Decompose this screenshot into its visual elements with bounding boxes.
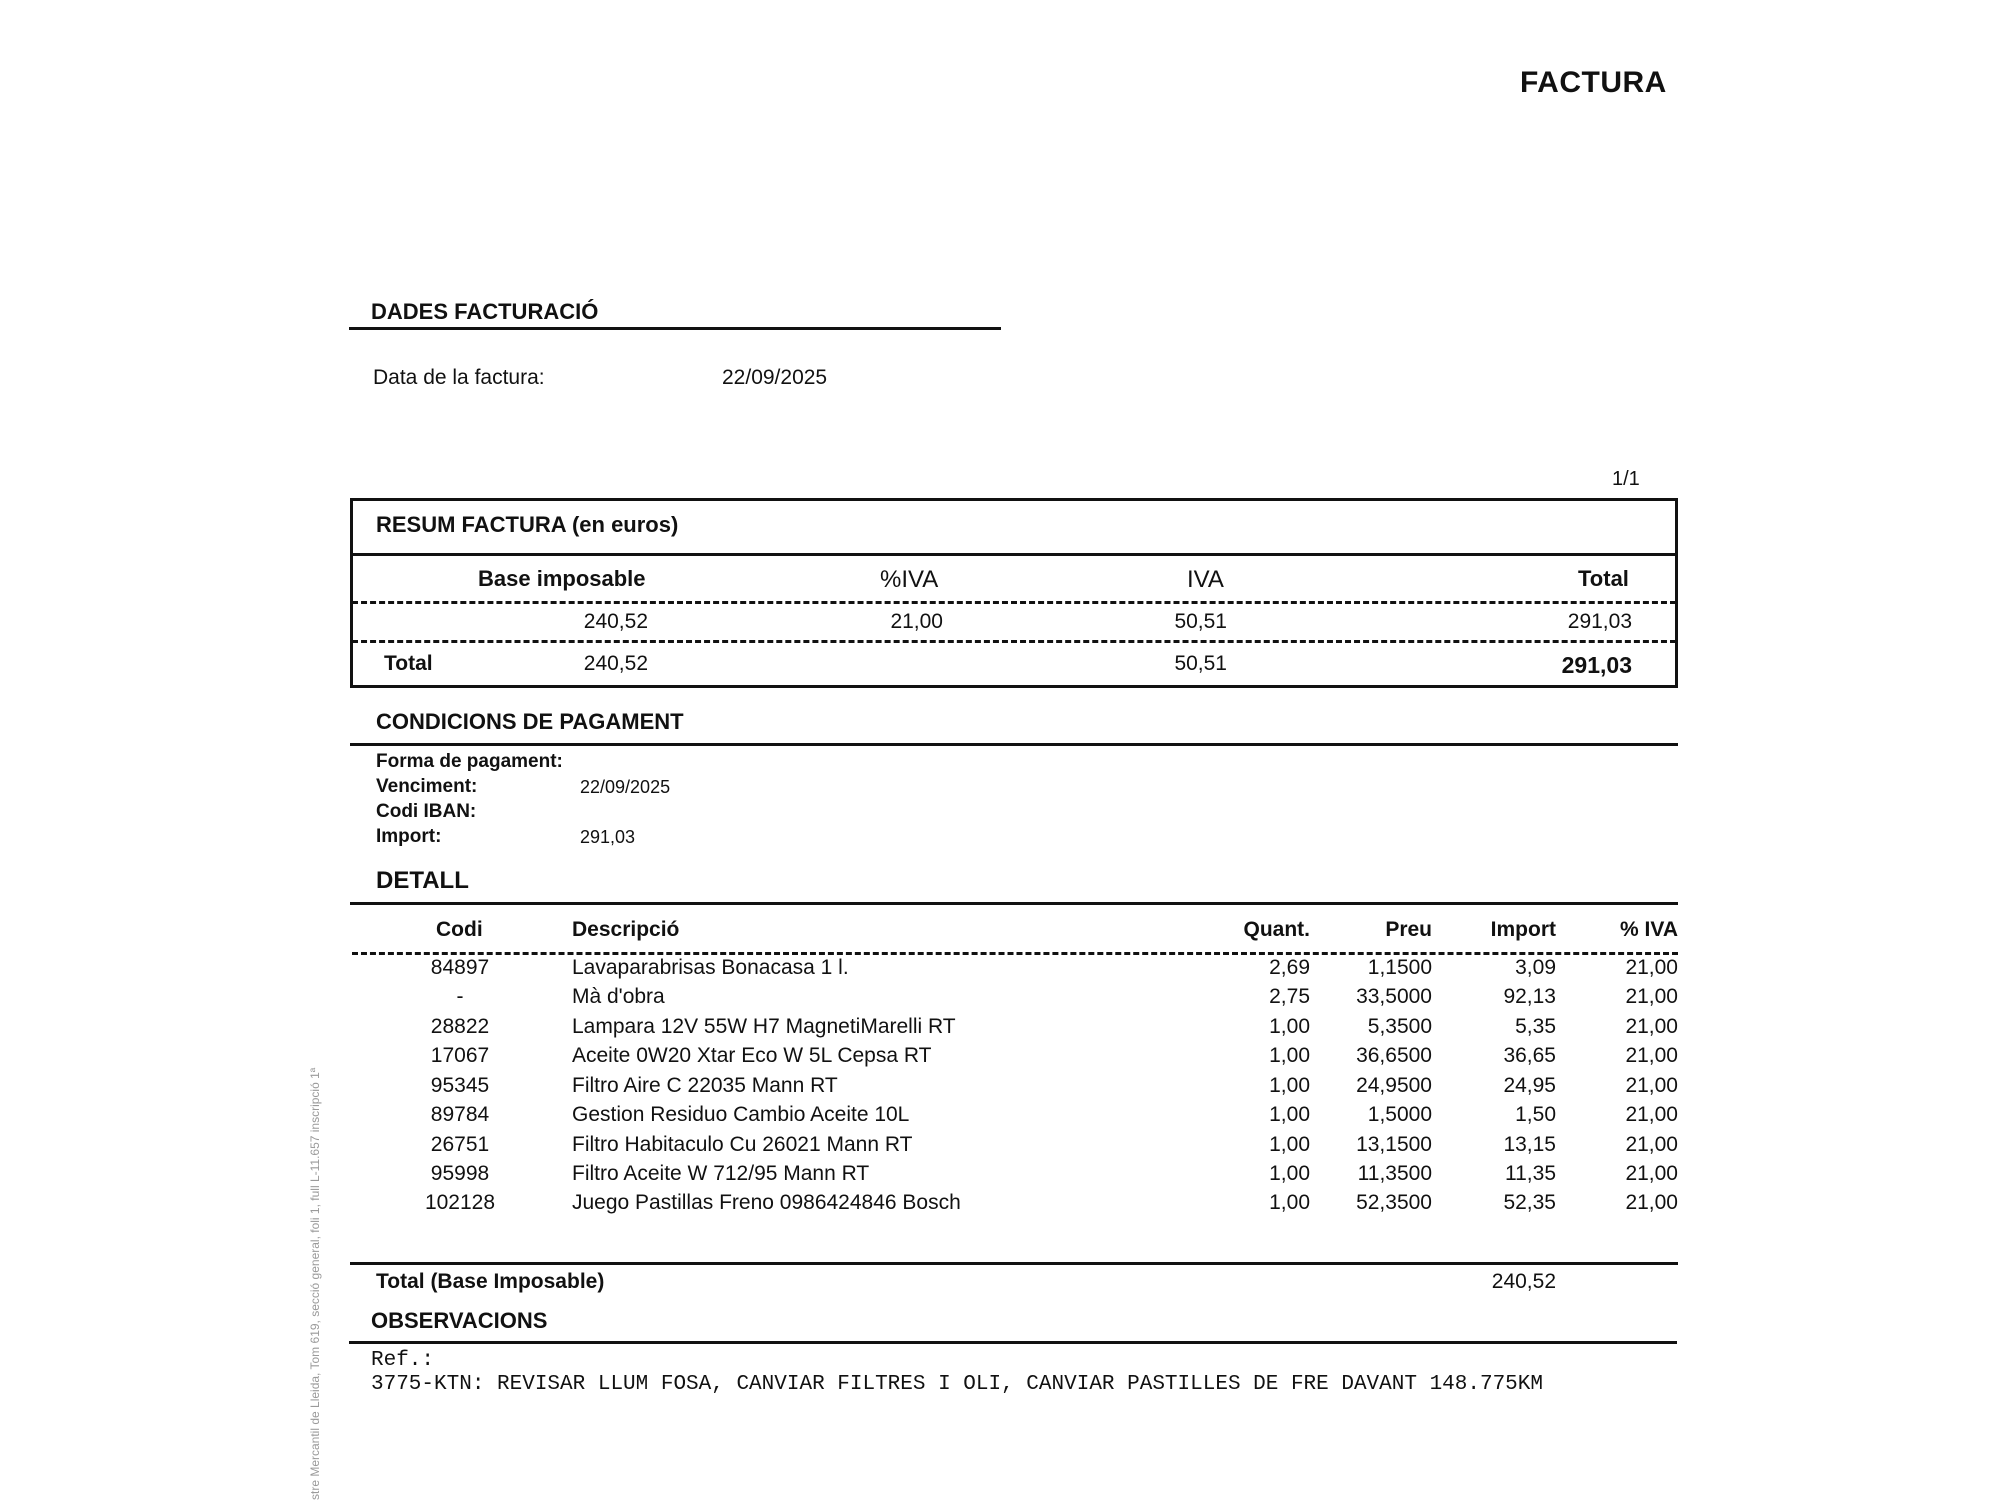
observations-ref: Ref.: bbox=[371, 1349, 435, 1372]
row-codi: 28822 bbox=[430, 1015, 490, 1038]
row-codi: 95345 bbox=[430, 1074, 490, 1097]
row-iva: 21,00 bbox=[1625, 985, 1678, 1008]
summary-row-total: 291,03 bbox=[1567, 610, 1632, 633]
table-row bbox=[0, 1074, 2000, 1104]
row-quant: 1,00 bbox=[1269, 1103, 1310, 1126]
payment-amount-label: Import: bbox=[376, 826, 442, 847]
row-preu: 11,3500 bbox=[1357, 1162, 1432, 1185]
table-row bbox=[0, 1162, 2000, 1192]
observations-divider bbox=[349, 1341, 1677, 1344]
row-import: 92,13 bbox=[1503, 985, 1556, 1008]
summary-row-base: 240,52 bbox=[583, 610, 648, 633]
row-iva: 21,00 bbox=[1625, 1191, 1678, 1214]
row-iva: 21,00 bbox=[1625, 1015, 1678, 1038]
row-desc: Filtro Aceite W 712/95 Mann RT bbox=[572, 1162, 870, 1185]
row-codi: 84897 bbox=[430, 956, 490, 979]
table-row bbox=[0, 985, 2000, 1015]
detail-total-divider bbox=[350, 1262, 1678, 1265]
observations-text: 3775-KTN: REVISAR LLUM FOSA, CANVIAR FILTRES I OLI, CANVIAR PASTILLES DE FRE DAVANT 148.775KM bbox=[371, 1373, 1543, 1396]
table-row bbox=[0, 1044, 2000, 1074]
detail-header-desc: Descripció bbox=[572, 918, 680, 941]
billing-divider bbox=[349, 327, 1001, 330]
summary-header-pct-iva: %IVA bbox=[880, 566, 939, 593]
summary-row-pct-iva: 21,00 bbox=[890, 610, 943, 633]
billing-section-title: DADES FACTURACIÓ bbox=[371, 299, 599, 324]
row-quant: 1,00 bbox=[1269, 1191, 1310, 1214]
summary-header-iva: IVA bbox=[1187, 566, 1224, 593]
row-iva: 21,00 bbox=[1625, 956, 1678, 979]
row-import: 24,95 bbox=[1503, 1074, 1556, 1097]
summary-divider bbox=[350, 553, 1678, 556]
row-desc: Aceite 0W20 Xtar Eco W 5L Cepsa RT bbox=[572, 1044, 932, 1067]
detail-header-codi: Codi bbox=[436, 918, 483, 941]
row-codi: 26751 bbox=[430, 1133, 490, 1156]
payment-due-label: Venciment: bbox=[376, 776, 478, 797]
row-preu: 13,1500 bbox=[1356, 1133, 1432, 1156]
summary-total-amount: 291,03 bbox=[1561, 652, 1632, 678]
row-import: 11,35 bbox=[1505, 1162, 1556, 1185]
row-desc: Filtro Aire C 22035 Mann RT bbox=[572, 1074, 838, 1097]
summary-dashed-divider bbox=[352, 640, 1676, 643]
row-preu: 1,1500 bbox=[1367, 956, 1432, 979]
row-iva: 21,00 bbox=[1625, 1103, 1678, 1126]
detail-header-preu: Preu bbox=[1385, 918, 1432, 941]
payment-amount-value: 291,03 bbox=[580, 827, 636, 847]
row-preu: 52,3500 bbox=[1356, 1191, 1432, 1214]
row-quant: 2,69 bbox=[1269, 956, 1310, 979]
detail-total-label: Total (Base Imposable) bbox=[376, 1270, 605, 1293]
row-quant: 2,75 bbox=[1269, 985, 1310, 1008]
row-iva: 21,00 bbox=[1625, 1162, 1678, 1185]
page-number: 1/1 bbox=[1612, 468, 1640, 490]
row-desc: Mà d'obra bbox=[572, 985, 665, 1008]
table-row bbox=[0, 1191, 2000, 1221]
summary-total-label: Total bbox=[384, 652, 433, 675]
row-import: 36,65 bbox=[1503, 1044, 1556, 1067]
registry-side-note: stre Mercantil de Lleida, Tom 619, secció general, foli 1, full L-11.657 inscripció 1ª bbox=[308, 1067, 322, 1500]
row-import: 52,35 bbox=[1503, 1191, 1556, 1214]
detail-header-iva: % IVA bbox=[1620, 918, 1678, 941]
table-row bbox=[0, 1133, 2000, 1163]
row-import: 13,15 bbox=[1503, 1133, 1556, 1156]
row-iva: 21,00 bbox=[1625, 1133, 1678, 1156]
summary-row-iva: 50,51 bbox=[1174, 610, 1227, 633]
invoice-date-label: Data de la factura: bbox=[373, 366, 545, 389]
observations-title: OBSERVACIONS bbox=[371, 1308, 548, 1333]
row-codi: 17067 bbox=[430, 1044, 490, 1067]
detail-section-title: DETALL bbox=[376, 867, 469, 894]
row-quant: 1,00 bbox=[1269, 1015, 1310, 1038]
payment-section-title: CONDICIONS DE PAGAMENT bbox=[376, 709, 684, 734]
payment-method-label: Forma de pagament: bbox=[376, 751, 563, 772]
summary-header-total: Total bbox=[1578, 566, 1629, 591]
row-codi: 102128 bbox=[424, 1191, 496, 1214]
row-desc: Filtro Habitaculo Cu 26021 Mann RT bbox=[572, 1133, 913, 1156]
invoice-date-value: 22/09/2025 bbox=[722, 366, 828, 389]
row-preu: 1,5000 bbox=[1367, 1103, 1432, 1126]
detail-total-value: 240,52 bbox=[1491, 1270, 1556, 1293]
row-desc: Gestion Residuo Cambio Aceite 10L bbox=[572, 1103, 910, 1126]
row-import: 3,09 bbox=[1515, 956, 1556, 979]
summary-total-iva: 50,51 bbox=[1174, 652, 1227, 675]
row-import: 5,35 bbox=[1515, 1015, 1556, 1038]
row-desc: Juego Pastillas Freno 0986424846 Bosch bbox=[572, 1191, 961, 1214]
row-quant: 1,00 bbox=[1269, 1074, 1310, 1097]
table-row bbox=[0, 956, 2000, 986]
summary-dashed-divider bbox=[352, 601, 1676, 604]
row-codi: 89784 bbox=[430, 1103, 490, 1126]
row-codi: 95998 bbox=[430, 1162, 490, 1185]
row-import: 1,50 bbox=[1515, 1103, 1556, 1126]
table-row bbox=[0, 1015, 2000, 1045]
row-quant: 1,00 bbox=[1269, 1044, 1310, 1067]
detail-header-quant: Quant. bbox=[1243, 918, 1310, 941]
detail-divider bbox=[350, 902, 1678, 905]
row-preu: 36,6500 bbox=[1356, 1044, 1432, 1067]
invoice-title: FACTURA bbox=[1520, 66, 1667, 99]
summary-title: RESUM FACTURA (en euros) bbox=[376, 512, 679, 537]
row-desc: Lavaparabrisas Bonacasa 1 l. bbox=[572, 956, 849, 979]
table-row bbox=[0, 1103, 2000, 1133]
row-iva: 21,00 bbox=[1625, 1074, 1678, 1097]
row-preu: 5,3500 bbox=[1367, 1015, 1432, 1038]
row-desc: Lampara 12V 55W H7 MagnetiMarelli RT bbox=[572, 1015, 956, 1038]
row-quant: 1,00 bbox=[1269, 1133, 1310, 1156]
row-codi: - bbox=[456, 985, 464, 1008]
summary-total-base: 240,52 bbox=[583, 652, 648, 675]
payment-iban-label: Codi IBAN: bbox=[376, 801, 477, 822]
detail-header-import: Import bbox=[1490, 918, 1556, 941]
row-preu: 33,5000 bbox=[1356, 985, 1432, 1008]
payment-divider bbox=[350, 743, 1678, 746]
row-iva: 21,00 bbox=[1625, 1044, 1678, 1067]
summary-header-base: Base imposable bbox=[478, 566, 646, 591]
payment-due-value: 22/09/2025 bbox=[580, 777, 671, 797]
detail-dashed-divider bbox=[352, 952, 1678, 955]
row-preu: 24,9500 bbox=[1356, 1074, 1432, 1097]
row-quant: 1,00 bbox=[1269, 1162, 1310, 1185]
